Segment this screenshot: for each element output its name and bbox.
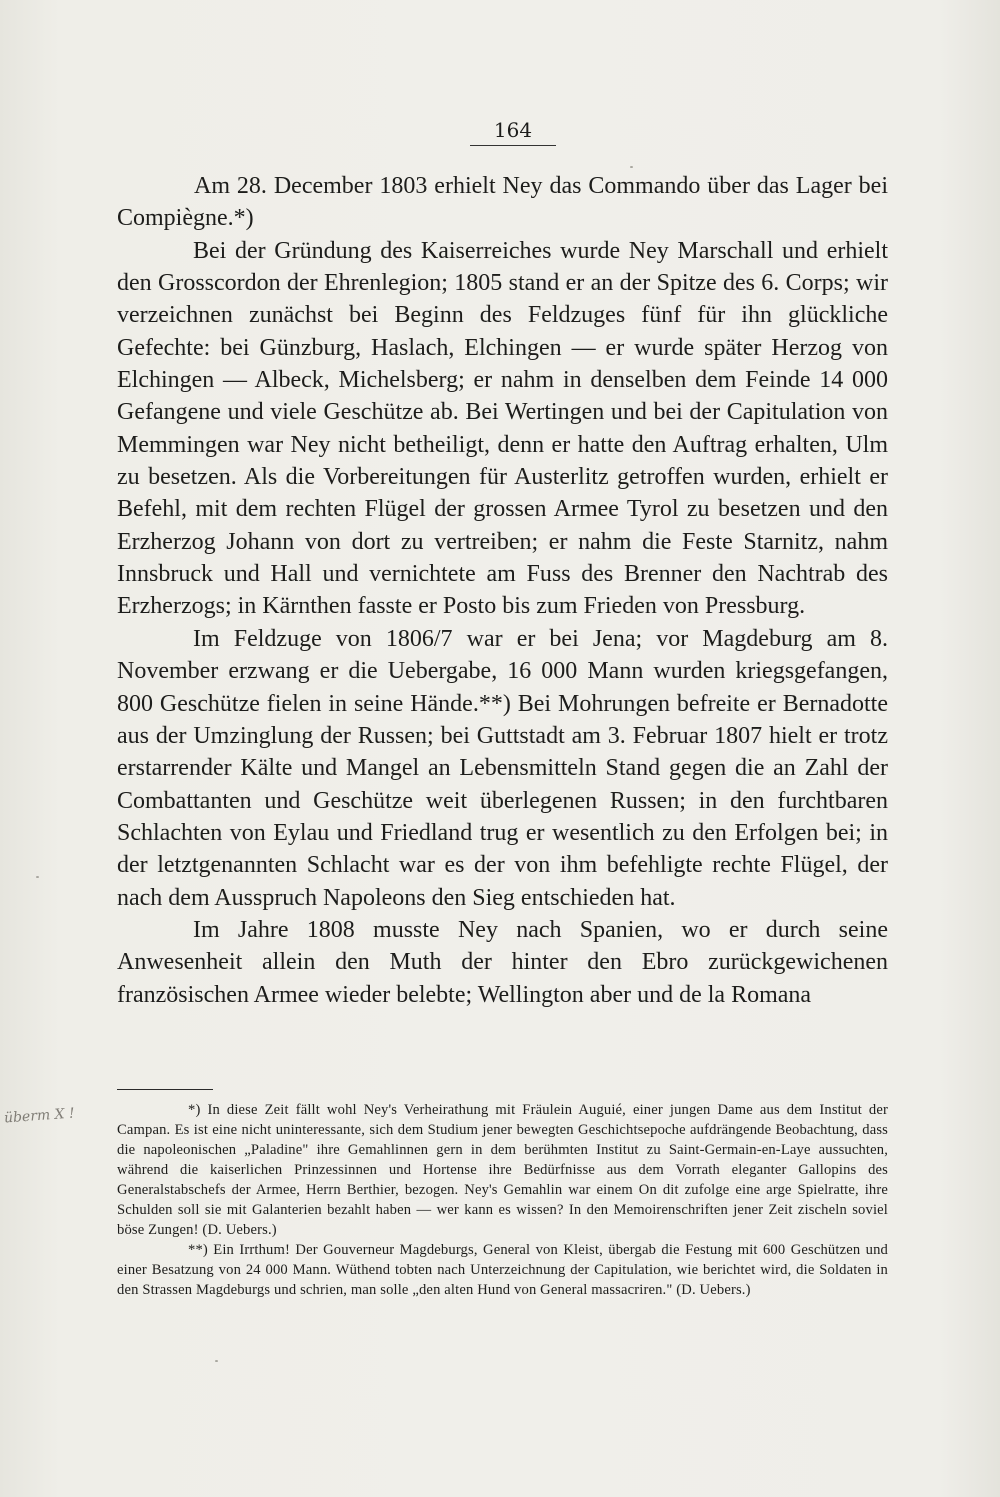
paper-speck: [630, 166, 633, 168]
paragraph: Im Feldzuge von 1806/7 war er bei Jena; vor Magdeburg am 8. November erzwang er die Uebergabe, 16 000 Mann wurden kriegsgefangen, 800 Geschütze fielen in seine Hände.**) Bei Mohrungen befreite er Bernadotte aus der Umzinglung der Russen; bei Guttstadt am 3. Februar 1807 hielt er trotz erstarrender Kälte und Mangel an Lebensmitteln Stand gegen die an Zahl der Combattanten und Geschütze weit überlegenen Russen; in den furchtbaren Schlachten von Eylau und Friedland trug er wesentlich zu den Erfolgen bei; in der letztgenannten Schlacht war es der von ihm befehligte rechte Flügel, der nach dem Ausspruch Napoleons den Sieg entschieden hat.: [117, 625, 888, 911]
footnote: **) Ein Irrthum! Der Gouverneur Magdeburgs, General von Kleist, übergab die Festung mit 600 Geschützen und einer Besatzung von 24 000 Mann. Wüthend tobten nach Unterzeichnung der Capitulation, wie berichtet wird, die Soldaten in den Strassen Magdeburgs und schrien, man solle „den alten Hund von General massacriren." (D. Uebers.): [117, 1242, 888, 1298]
footnote: *) In diese Zeit fällt wohl Ney's Verheirathung mit Fräulein Auguié, einer jungen Dame aus dem Institut der Campan. Es ist eine nicht uninteressante, sich dem Studium jener bewegten Geschichtsepoche aufdrängende Beobachtung, dass die napoleonischen „Paladine" ihre Gemahlinnen gern in dem berühmten Institut zu Saint-Germain-en-Laye aussuchten, während die kaiserlichen Prinzessinnen und Hortense ihre Bedürfnisse aus dem Vorrath eleganter Gallopins des Generalstabschefs der Armee, Herrn Berthier, bezogen. Ney's Gemahlin war einem On dit zufolge eine arge Spielratte, ihre Schulden soll sie mit Galanterien bezahlt haben — wer kann es wissen? In den Memoirenschriften jener Zeit zischeln soviel böse Zungen! (D. Uebers.): [117, 1102, 888, 1238]
main-text: [117, 170, 888, 1011]
paragraph: Im Jahre 1808 musste Ney nach Spanien, wo er durch seine Anwesenheit allein den Muth der hinter den Ebro zurückgewichenen französischen Armee wieder belebte; Wellington aber und de la Romana: [117, 916, 888, 1008]
handwritten-margin-note: überm X !: [3, 1105, 76, 1127]
footnote-separator: [117, 1089, 213, 1090]
page-number: 164: [470, 118, 556, 146]
footnotes: [117, 1100, 888, 1300]
paragraph: Am 28. December 1803 erhielt Ney das Commando über das Lager bei Compiègne.*): [117, 173, 888, 232]
paper-speck: [36, 876, 39, 878]
paragraph: Bei der Gründung des Kaiserreiches wurde Ney Marschall und erhielt den Grosscordon der Ehrenlegion; 1805 stand er an der Spitze des 6. Corps; wir verzeichnen zunächst bei Beginn des Feldzuges fünf für ihn glückliche Gefechte: bei Günzburg, Haslach, Elchingen — er wurde später Herzog von Elchingen — Albeck, Michelsberg; er nahm in denselben dem Feinde 14 000 Gefangene und viele Geschütze ab. Bei Wertingen und bei der Capitulation von Memmingen war Ney nicht betheiligt, denn er hatte den Auftrag erhalten, Ulm zu besetzen. Als die Vorbereitungen für Austerlitz getroffen wurden, erhielt er Befehl, mit dem rechten Flügel der grossen Armee Tyrol zu besetzen und den Erzherzog Johann von dort zu vertreiben; er nahm die Feste Starnitz, nahm Innsbruck und Hall und vernichtete am Fuss des Brenner den Nachtrab des Erzherzogs; in Kärnthen fasste er Posto bis zum Frieden von Pressburg.: [117, 237, 888, 620]
paper-speck: [215, 1360, 218, 1362]
